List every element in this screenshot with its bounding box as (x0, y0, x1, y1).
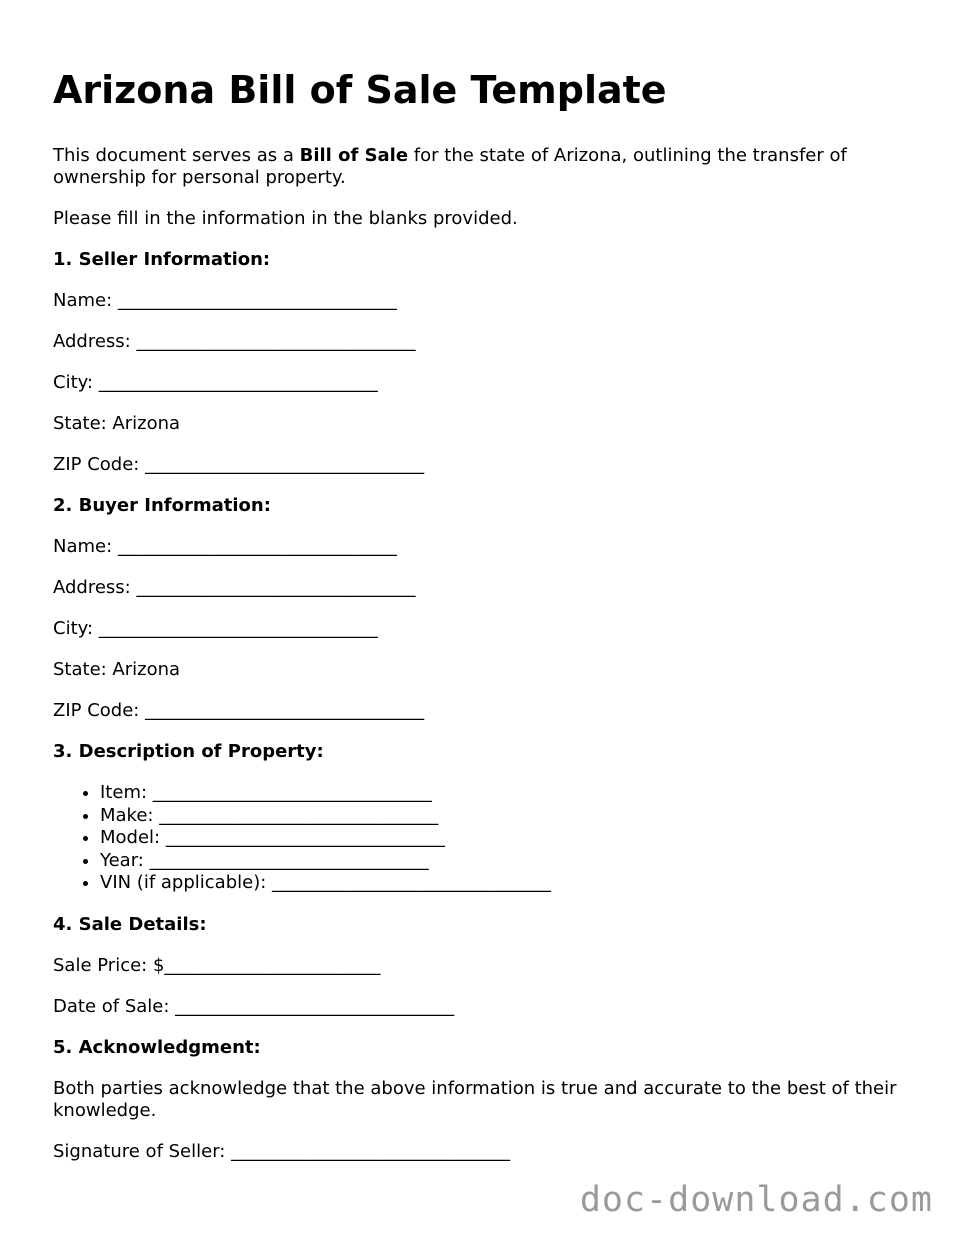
sale-price-field: Sale Price: $________________________ (53, 954, 381, 976)
property-year-field: • Year: _______________________________ (100, 850, 913, 873)
buyer-state-field: State: Arizona (53, 659, 181, 680)
buyer-heading: 2. Buyer Information: (53, 495, 271, 516)
property-list (53, 782, 913, 895)
sale-heading: 4. Sale Details: (53, 913, 207, 935)
seller-address-field: Address: _______________________________ (53, 331, 416, 352)
sale-date-field: Date of Sale: _______________________________ (53, 995, 455, 1017)
property-make-field: • Make: _______________________________ (100, 805, 913, 828)
seller-heading: 1. Seller Information: (53, 249, 271, 270)
seller-city-field: City: _______________________________ (53, 372, 378, 393)
seller-name-field: Name: _______________________________ (53, 290, 397, 311)
intro-text-bold: Bill of Sale (299, 145, 409, 166)
document-page (53, 64, 913, 1182)
instruction-text: Please fill in the information in the blanks provided. (53, 208, 518, 229)
page-title: Arizona Bill of Sale Template (53, 68, 667, 112)
property-heading: 3. Description of Property: (53, 741, 324, 762)
seller-signature-field: Signature of Seller: _______________________________ (53, 1140, 511, 1162)
buyer-zip-field: ZIP Code: _______________________________ (53, 700, 425, 721)
buyer-address-field: Address: _______________________________ (53, 577, 416, 598)
property-vin-field: • VIN (if applicable): _______________________________ (100, 872, 913, 895)
acknowledgment-text: Both parties acknowledge that the above information is true and accurate to the best of their knowledge. (53, 1077, 897, 1121)
buyer-city-field: City: _______________________________ (53, 618, 378, 639)
property-model-field: • Model: _______________________________ (100, 827, 913, 850)
watermark: doc-download.com (579, 1180, 933, 1220)
acknowledgment-heading: 5. Acknowledgment: (53, 1036, 261, 1058)
intro-paragraph (53, 145, 913, 189)
seller-state-field: State: Arizona (53, 413, 181, 434)
intro-text-pre: This document serves as a (53, 145, 300, 166)
property-item-field: • Item: _______________________________ (100, 782, 913, 805)
seller-zip-field: ZIP Code: _______________________________ (53, 454, 425, 475)
intro-text-post: for the state of Arizona, outlining the transfer of ownership for personal property. (53, 145, 847, 188)
buyer-name-field: Name: _______________________________ (53, 536, 397, 557)
